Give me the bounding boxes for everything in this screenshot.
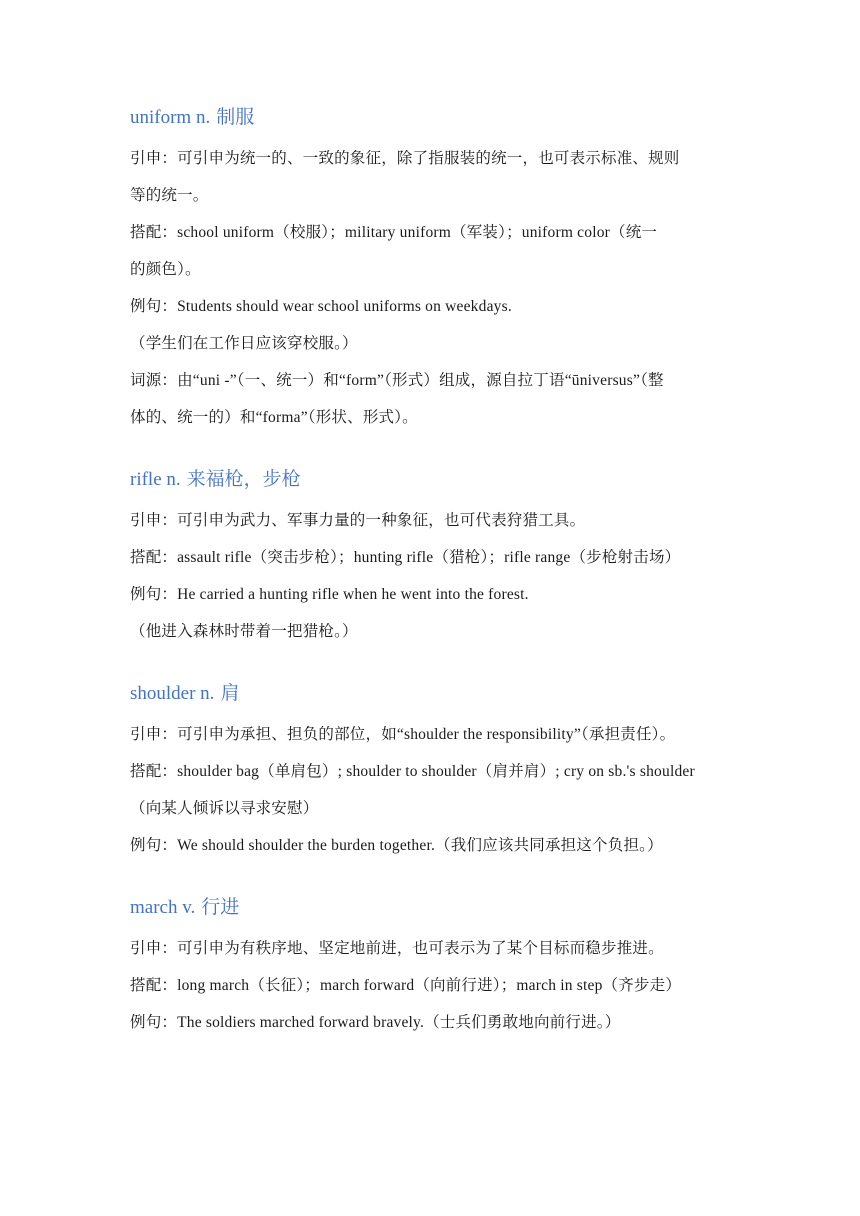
entry-meaning: 来福枪，步枪 — [186, 469, 301, 490]
entry-heading — [130, 890, 740, 926]
entry-meaning: 制服 — [216, 107, 255, 128]
entry-word: march v. — [130, 897, 196, 918]
entry-march — [130, 890, 740, 1041]
extension-line: 引申：可引申为统一的、一致的象征，除了指服装的统一，也可表示标准、规则 — [130, 150, 680, 167]
example-sentence: 例句：He carried a hunting rifle when he went into the forest. — [130, 586, 529, 603]
collocation-line: 搭配：school uniform（校服）；military uniform（军装）；uniform color（统一 — [130, 224, 658, 241]
entry-word: shoulder n. — [130, 683, 215, 704]
entry-heading — [130, 462, 740, 498]
example-translation: （学生们在工作日应该穿校服。） — [130, 335, 358, 352]
example-sentence: 例句：We should shoulder the burden together.（我们应该共同承担这个负担。） — [130, 837, 663, 854]
collocation-line-cont: 的颜色）。 — [130, 261, 201, 278]
extension-line: 引申：可引申为有秩序地、坚定地前进，也可表示为了某个目标而稳步推进。 — [130, 940, 664, 957]
entry-rifle — [130, 462, 740, 650]
collocation-line: 搭配：long march（长征）；march forward（向前行进）；march in step（齐步走） — [130, 977, 682, 994]
collocation-line: 搭配：shoulder bag（单肩包）; shoulder to shoulder（肩并肩）; cry on sb.'s shoulder — [130, 763, 695, 780]
entry-meaning: 行进 — [201, 897, 240, 918]
example-sentence: 例句：The soldiers marched forward bravely.（士兵们勇敢地向前行进。） — [130, 1014, 621, 1031]
extension-line-cont: 等的统一。 — [130, 187, 209, 204]
entry-word: uniform n. — [130, 107, 211, 128]
entry-meaning: 肩 — [220, 683, 240, 704]
etymology-line-cont: 体的、统一的）和“forma”（形状、形式）。 — [130, 409, 418, 426]
entry-shoulder — [130, 676, 740, 864]
entry-uniform — [130, 100, 740, 436]
entry-heading — [130, 676, 740, 712]
collocation-line-cont: （向某人倾诉以寻求安慰） — [130, 800, 319, 817]
extension-line: 引申：可引申为武力、军事力量的一种象征，也可代表狩猎工具。 — [130, 512, 586, 529]
collocation-line: 搭配：assault rifle（突击步枪）；hunting rifle（猎枪）；rifle range（步枪射击场） — [130, 549, 681, 566]
example-translation: （他进入森林时带着一把猎枪。） — [130, 623, 358, 640]
etymology-line: 词源：由“uni -”（一、统一）和“form”（形式）组成，源自拉丁语“ūniversus”（整 — [130, 372, 664, 389]
entry-heading — [130, 100, 740, 136]
vocabulary-page — [130, 100, 740, 1041]
extension-line: 引申：可引申为承担、担负的部位，如“shoulder the responsibility”（承担责任）。 — [130, 726, 676, 743]
example-sentence: 例句：Students should wear school uniforms on weekdays. — [130, 298, 512, 315]
entry-word: rifle n. — [130, 469, 181, 490]
